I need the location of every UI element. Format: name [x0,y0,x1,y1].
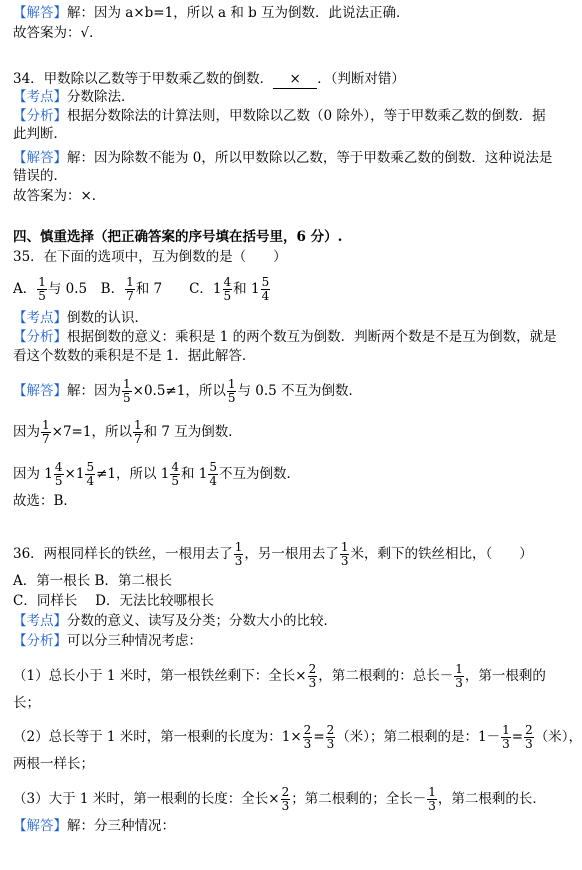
fraction [223,276,233,303]
fraction-denominator: 5 [227,391,236,405]
q34-blank: × [273,70,317,89]
answer-result: 故答案为：√． [13,25,103,41]
kaodian-tag: 【考点】 [13,89,67,105]
fraction-denominator: 3 [303,737,312,751]
text-run: 因为 1 [13,466,53,482]
jieda-tag: 【解答】 [13,818,67,834]
fraction-denominator: 5 [54,474,63,488]
fraction-numerator: 1 [455,662,463,676]
fraction-denominator: 3 [340,554,349,568]
text-run: ×1 [64,466,85,482]
fraction-denominator: 5 [123,391,131,405]
text-run: 36．两根同样长的铁丝，一根用去了 [13,546,233,562]
q34-answer: 故答案为：×． [13,188,106,204]
text-run: 因为 [13,424,40,440]
fraction-numerator: 1 [42,418,50,432]
fenxi-tag: 【分析】 [13,108,67,124]
text-run: （米）， [534,729,582,745]
q36-case-2-cont: 两根一样长； [13,756,94,772]
text-run: 和 7 互为倒数． [143,424,242,440]
q36-fenxi [13,632,202,650]
fraction-denominator: 5 [171,474,179,488]
text-run: ×0.5≠1，所以 [132,383,226,399]
fraction-numerator: 2 [525,723,533,737]
q34-fenxi [13,107,546,125]
fraction [261,276,271,303]
text-run: （米）；第二根剩的是：1－ [336,729,501,745]
fraction [234,541,244,568]
text-run: 不互为倒数． [219,466,301,482]
fraction-denominator: 7 [133,432,142,446]
text-run: （2）总长等于 1 米时，第一根剩的长度为：1× [13,729,302,745]
fraction [281,786,291,813]
q35-fenxi [13,328,557,346]
fraction [227,378,237,405]
q36-case-3 [13,786,546,813]
fraction-denominator: 7 [42,432,50,446]
fraction-denominator: 3 [308,676,317,690]
question-35: 35．在下面的选项中，互为倒数的是（ ） [13,249,287,265]
fraction-numerator: 2 [326,723,335,737]
q35-line-3 [13,461,300,488]
fraction-denominator: 3 [455,676,463,690]
fraction [41,419,51,446]
text-run: ，第二根剩的长． [437,791,546,807]
q34-suffix: ．（判断对错） [317,71,405,87]
kaodian-text: 分数除法． [67,89,135,105]
fraction [303,724,313,751]
fraction-numerator: 1 [340,540,349,554]
fraction [340,541,350,568]
fraction-numerator: 4 [54,460,63,474]
fraction-numerator: 1 [428,785,436,799]
fraction-denominator: 4 [209,474,218,488]
kaodian-tag: 【考点】 [13,310,67,326]
q35-fenxi-cont: 看这个数数的乘积是不是 1．据此解答． [13,348,256,364]
q34-text: 34．甲数除以乙数等于甲数乘乙数的倒数． [13,71,274,87]
q35-line-2 [13,419,242,446]
fraction-numerator: 2 [281,785,290,799]
question-34 [13,70,405,89]
fraction-numerator: 5 [209,460,218,474]
fraction [125,276,135,303]
fraction-numerator: 2 [308,662,317,676]
fraction-numerator: 1 [227,377,236,391]
fraction-denominator: 3 [428,799,436,813]
fraction-numerator: 5 [261,275,270,289]
q34-kaodian [13,88,135,106]
fraction [133,419,143,446]
text-run: 和 1 [233,281,260,297]
text-run: ×7=1，所以 [51,424,132,440]
text-run: = [511,729,524,745]
fraction-denominator: 4 [261,289,270,303]
text-run: 解：因为 [67,383,121,399]
text-run: ，另一根用去了 [244,546,339,562]
fraction-denominator: 7 [126,289,134,303]
q36-options-cd: C．同样长 D．无法比较哪根长 [13,593,214,609]
text-run: ≠1，所以 1 [96,466,170,482]
jieda-tag: 【解答】 [13,383,67,399]
fraction-numerator: 2 [303,723,312,737]
jieda-tag: 【解答】 [13,150,67,166]
fenxi-tag: 【分析】 [13,633,67,649]
q36-kaodian [13,612,337,630]
fraction-numerator: 1 [123,377,131,391]
fraction-denominator: 3 [281,799,290,813]
fenxi-text: 根据分数除法的计算法则，甲数除以乙数（0 除外），等于甲数乘乙数的倒数．据 [67,108,546,124]
section-title: 四、慎重选择（把正确答案的序号填在括号里，6 分）. [13,229,343,245]
text-run: （3）大于 1 米时，第一根剩的长度：全长× [13,791,280,807]
kaodian-text: 倒数的认识． [67,310,148,326]
fraction [524,724,534,751]
kaodian-text: 分数的意义、读写及分类；分数大小的比较． [67,613,337,629]
fraction [37,276,47,303]
q35-answer: 故选：B． [13,493,77,509]
text-run: A． [13,281,37,297]
fraction-denominator: 3 [502,737,510,751]
q36-case-2 [13,724,582,751]
fraction [122,378,132,405]
text-run: 和 7 C．1 [135,281,222,297]
text-run: 米，剩下的铁丝相比，（ ） [350,546,533,562]
jieda-text: 解：分三种情况： [67,818,175,834]
fraction-numerator: 1 [133,418,142,432]
text-run: 与 0.5 不互为倒数． [237,383,363,399]
text-run: 和 1 [181,466,208,482]
jieda-text: 解：因为除数不能为 0，所以甲数除以乙数，等于甲数乘乙数的倒数．这种说法是 [67,150,553,166]
q36-case-1-cont: 长； [13,695,40,711]
fenxi-text: 可以分三种情况考虑： [67,633,202,649]
q35-kaodian [13,309,148,327]
fraction-numerator: 4 [223,275,232,289]
answer-line [13,4,410,22]
kaodian-tag: 【考点】 [13,613,67,629]
fraction-denominator: 5 [223,289,232,303]
fraction-numerator: 1 [126,275,134,289]
fraction [208,461,218,488]
fraction [170,461,180,488]
fraction-denominator: 4 [86,474,95,488]
fraction-denominator: 3 [326,737,335,751]
fraction [308,663,318,690]
fraction-numerator: 1 [234,540,243,554]
fraction [454,663,464,690]
q34-jieda-cont: 错误的． [13,168,67,184]
text-run: ，第一根剩的 [464,668,546,684]
fraction-numerator: 5 [86,460,95,474]
fraction-numerator: 1 [38,275,46,289]
q35-options [13,276,271,303]
question-36 [13,541,533,568]
fraction [326,724,336,751]
fraction [427,786,437,813]
fraction [54,461,64,488]
fenxi-tag: 【分析】 [13,329,67,345]
q34-jieda [13,149,552,167]
answer-tag: 【解答】 [13,5,67,21]
text-run: （1）总长小于 1 米时，第一根铁丝剩下：全长× [13,668,307,684]
text-run: = [313,729,325,745]
q35-jieda [13,378,362,405]
fenxi-text: 根据倒数的意义：乘积是 1 的两个数互为倒数．判断两个数是不是互为倒数，就是 [67,329,557,345]
fraction-denominator: 3 [234,554,243,568]
text-run: 与 0.5 B． [47,281,125,297]
fraction-numerator: 1 [502,723,510,737]
text-run: ，第二根剩的：总长－ [318,668,454,684]
fraction-numerator: 4 [171,460,179,474]
q36-options-ab: A．第一根长 B．第二根长 [13,573,172,589]
q36-case-1 [13,663,546,690]
answer-text: 解：因为 a×b=1，所以 a 和 b 互为倒数．此说法正确． [67,5,410,21]
q36-jieda [13,817,175,835]
fraction-denominator: 5 [38,289,46,303]
fraction-denominator: 3 [525,737,533,751]
text-run: ；第二根剩的；全长－ [291,791,427,807]
fraction [501,724,511,751]
q34-fenxi-cont: 此判断． [13,126,67,142]
fraction [85,461,95,488]
